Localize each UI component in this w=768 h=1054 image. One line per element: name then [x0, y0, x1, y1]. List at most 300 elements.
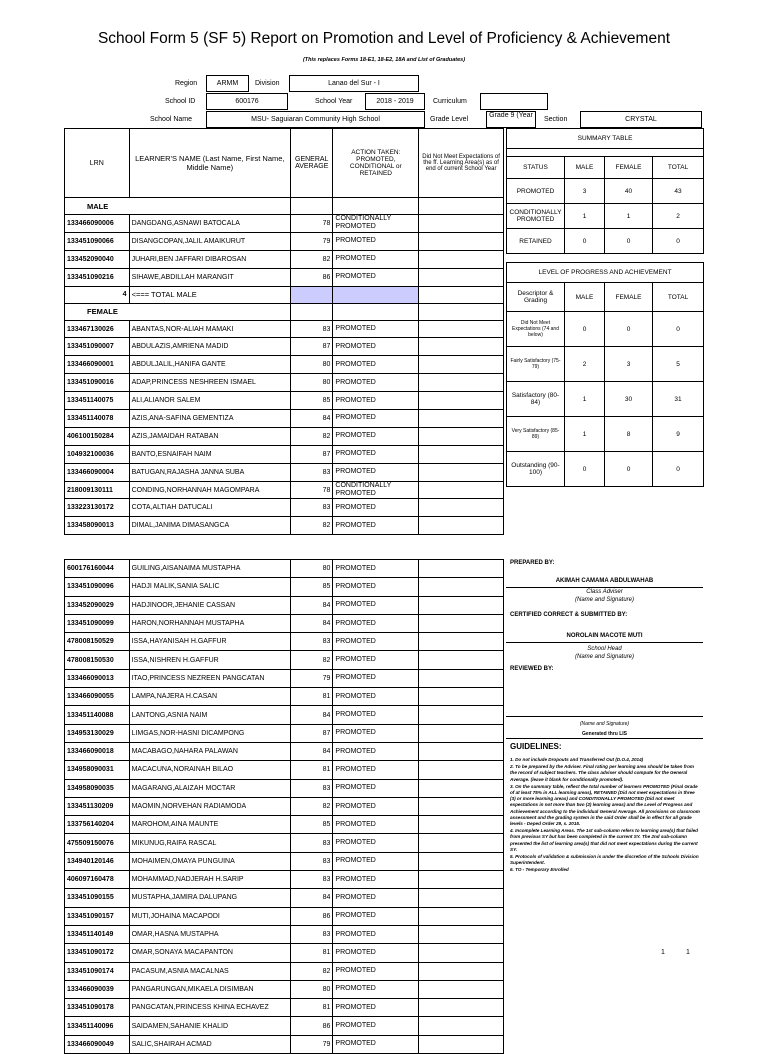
learner-lrn: 133451090155 — [65, 889, 130, 907]
learner-name: ABANTAS,NOR-ALIAH MAMAKI — [129, 320, 290, 338]
table-cell: 5 — [653, 347, 704, 382]
table-header-cell: FEMALE — [605, 157, 653, 179]
learner-average: 86 — [291, 1017, 333, 1035]
table-row — [507, 452, 704, 487]
learner-row — [65, 742, 504, 760]
learner-did-not-meet — [419, 852, 504, 870]
learner-row — [65, 1035, 504, 1053]
learner-lrn: 218009130111 — [65, 481, 130, 499]
learner-average: 82 — [291, 427, 333, 445]
learner-name: MACACUNA,NORAINAH BILAO — [129, 761, 290, 779]
female-section-label: FEMALE — [65, 303, 291, 320]
learner-lrn: 134958090031 — [65, 761, 130, 779]
learner-did-not-meet — [419, 392, 504, 410]
col-name: LEARNER'S NAME (Last Name, First Name, Middle Name) — [129, 129, 290, 198]
learner-did-not-meet — [419, 374, 504, 392]
learner-name: PANGCATAN,PRINCESS KHINA ECHAVEZ — [129, 999, 290, 1017]
learner-name: BATUGAN,RAJASHA JANNA SUBA — [129, 463, 290, 481]
table-row — [507, 382, 704, 417]
learner-action: PROMOTED — [333, 356, 419, 374]
learner-average: 85 — [291, 578, 333, 596]
learner-average: 84 — [291, 742, 333, 760]
learner-lrn: 133451090066 — [65, 232, 130, 250]
learner-did-not-meet — [419, 816, 504, 834]
guideline-item: 3. On the summary table, reflect the total number of learners PROMOTED (Final Grade of at least 75% in ALL learning areas), RETAINED (Did not meet expectations in three (3) or more learning areas) and CONDITIONALLY PROMOTED (Did not meet expectations in not more than two (2) learning areas) and the Level of Progress and Achievement according to the individual General Average. All provisions on classroom assessment and the grading system in the said Order shall be in effect for all grade levels - Deped Order 29, s. 2015. — [510, 783, 700, 827]
table-cell: Very Satisfactory (85-89) — [507, 417, 565, 452]
learner-name: MAGARANG,ALAIZAH MOCTAR — [129, 779, 290, 797]
learner-lrn: 134958090035 — [65, 779, 130, 797]
learner-lrn: 104932100036 — [65, 445, 130, 463]
learner-lrn: 133466090018 — [65, 742, 130, 760]
table-cell: 2 — [565, 347, 605, 382]
learner-row — [65, 944, 504, 962]
learner-did-not-meet — [419, 596, 504, 614]
learner-lrn: 133466090055 — [65, 688, 130, 706]
table-cell: 0 — [605, 312, 653, 347]
learner-did-not-meet — [419, 834, 504, 852]
progress-table — [506, 262, 704, 487]
table-cell: Did Not Meet Expectations (74 and below) — [507, 312, 565, 347]
table-cell: 1 — [565, 204, 605, 229]
learner-average: 79 — [291, 1035, 333, 1053]
learner-lrn: 475509150076 — [65, 834, 130, 852]
learner-average: 80 — [291, 356, 333, 374]
learner-average: 84 — [291, 706, 333, 724]
table-cell: 0 — [605, 452, 653, 487]
school-name-field: MSU- Saguiaran Community High School — [206, 111, 425, 128]
learner-name: MIKUNUG,RAIFA RASCAL — [129, 834, 290, 852]
learner-lrn: 133223130172 — [65, 499, 130, 517]
curriculum-label: Curriculum — [433, 98, 467, 105]
learner-name: SIHAWE,ABDILLAH MARANGIT — [129, 268, 290, 286]
learner-action: PROMOTED — [333, 410, 419, 428]
learner-did-not-meet — [419, 797, 504, 815]
learner-lrn: 134953130029 — [65, 724, 130, 742]
learner-row — [65, 852, 504, 870]
table-cell: PROMOTED — [507, 179, 565, 204]
learner-action: PROMOTED — [333, 889, 419, 907]
learner-did-not-meet — [419, 999, 504, 1017]
learner-did-not-meet — [419, 688, 504, 706]
male-section-label: MALE — [65, 198, 291, 215]
learner-lrn: 133451090174 — [65, 962, 130, 980]
learner-row — [65, 925, 504, 943]
learner-lrn: 133451090099 — [65, 614, 130, 632]
learner-name: DISANGCOPAN,JALIL AMAIKURUT — [129, 232, 290, 250]
learner-action: PROMOTED — [333, 980, 419, 998]
learner-name: SAIDAMEN,SAHANIE KHALID — [129, 1017, 290, 1035]
learner-lrn: 133466090001 — [65, 356, 130, 374]
learner-action: PROMOTED — [333, 706, 419, 724]
learner-row — [65, 481, 504, 499]
learner-name: MUTI,JOHAINA MACAPODI — [129, 907, 290, 925]
table-cell: 1 — [605, 204, 653, 229]
learner-row — [65, 374, 504, 392]
table-header-cell: Descriptor & Grading — [507, 283, 565, 312]
table-row — [507, 417, 704, 452]
learner-action: PROMOTED — [333, 445, 419, 463]
table-row — [507, 312, 704, 347]
learner-name: LIMGAS,NOR-HASNI DICAMPONG — [129, 724, 290, 742]
learner-did-not-meet — [419, 742, 504, 760]
learner-lrn: 478008150530 — [65, 651, 130, 669]
learner-row — [65, 651, 504, 669]
learner-average: 80 — [291, 560, 333, 578]
grade-level-field: Grade 9 (Year — [486, 111, 536, 128]
table-cell: 31 — [653, 382, 704, 417]
learner-row — [65, 999, 504, 1017]
table-row — [507, 347, 704, 382]
learner-action: PROMOTED — [333, 669, 419, 687]
learner-lrn: 133451090007 — [65, 338, 130, 356]
table-cell: 43 — [653, 179, 704, 204]
learner-did-not-meet — [419, 1035, 504, 1053]
learner-name: OMAR,SONAYA MACAPANTON — [129, 944, 290, 962]
learner-name: MAOMIN,NORVEHAN RADIAMODA — [129, 797, 290, 815]
table-row — [507, 179, 704, 204]
learner-row — [65, 445, 504, 463]
col-lrn: LRN — [65, 129, 130, 198]
learner-lrn: 478008150529 — [65, 633, 130, 651]
col-did-not-meet: Did Not Meet Expectations of the ff. Learning Area(s) as of end of current School Year — [419, 129, 504, 198]
learner-row — [65, 410, 504, 428]
learner-action: PROMOTED — [333, 944, 419, 962]
learner-did-not-meet — [419, 320, 504, 338]
learner-average: 85 — [291, 816, 333, 834]
learner-lrn: 133451090172 — [65, 944, 130, 962]
table-cell: RETAINED — [507, 229, 565, 254]
learner-name: DIMAL,JANIMA DIMASANGCA — [129, 517, 290, 535]
learner-row — [65, 669, 504, 687]
learner-action: PROMOTED — [333, 1017, 419, 1035]
learner-name: HADJINOOR,JEHANIE CASSAN — [129, 596, 290, 614]
curriculum-field — [480, 93, 548, 110]
learner-action: CONDITIONALLY PROMOTED — [333, 481, 419, 499]
learner-lrn: 133451140078 — [65, 410, 130, 428]
learner-average: 87 — [291, 445, 333, 463]
learner-average: 83 — [291, 499, 333, 517]
learner-did-not-meet — [419, 1017, 504, 1035]
learner-average: 80 — [291, 980, 333, 998]
learner-lrn: 406097160478 — [65, 871, 130, 889]
learner-action: PROMOTED — [333, 596, 419, 614]
learner-action: PROMOTED — [333, 779, 419, 797]
learner-average: 82 — [291, 250, 333, 268]
learner-name: PANGARUNGAN,MIKAELA DISIMBAN — [129, 980, 290, 998]
learner-row — [65, 907, 504, 925]
learner-lrn: 133451130209 — [65, 797, 130, 815]
table-header-cell: TOTAL — [653, 283, 704, 312]
learner-average: 86 — [291, 907, 333, 925]
learner-average: 83 — [291, 320, 333, 338]
learner-lrn: 133756140204 — [65, 816, 130, 834]
learner-did-not-meet — [419, 560, 504, 578]
learner-average: 78 — [291, 481, 333, 499]
learner-name: MOHAMMAD,NADJERAH H.SARIP — [129, 871, 290, 889]
learner-action: PROMOTED — [333, 688, 419, 706]
learner-row — [65, 596, 504, 614]
table-cell: 0 — [653, 452, 704, 487]
learner-average: 83 — [291, 925, 333, 943]
learner-average: 82 — [291, 517, 333, 535]
learner-row — [65, 215, 504, 233]
division-label: Division — [255, 80, 280, 87]
learner-average: 81 — [291, 944, 333, 962]
learner-name: AZIS,ANA-SAFINA GEMENTIZA — [129, 410, 290, 428]
learner-average: 83 — [291, 852, 333, 870]
learner-action: PROMOTED — [333, 962, 419, 980]
learner-average: 81 — [291, 761, 333, 779]
learner-average: 81 — [291, 999, 333, 1017]
adviser-name-signature: (Name and Signature) — [574, 597, 635, 603]
learner-did-not-meet — [419, 944, 504, 962]
learner-row — [65, 633, 504, 651]
learner-average: 83 — [291, 834, 333, 852]
learner-did-not-meet — [419, 761, 504, 779]
learner-lrn: 133466090004 — [65, 463, 130, 481]
progress-title: LEVEL OF PROGRESS AND ACHIEVEMENT — [507, 263, 704, 283]
learner-row — [65, 578, 504, 596]
region-label: Region — [175, 80, 198, 87]
learner-average: 83 — [291, 779, 333, 797]
learner-name: ISSA,HAYANISAH H.GAFFUR — [129, 633, 290, 651]
table-cell: Outstanding (90-100) — [507, 452, 565, 487]
learner-row — [65, 614, 504, 632]
learner-action: PROMOTED — [333, 614, 419, 632]
learner-did-not-meet — [419, 578, 504, 596]
learner-name: SALIC,SHAIRAH ACMAD — [129, 1035, 290, 1053]
table-cell: Fairly Satisfactory (75-79) — [507, 347, 565, 382]
learner-did-not-meet — [419, 907, 504, 925]
learner-lrn: 133451140149 — [65, 925, 130, 943]
learner-lrn: 406100150284 — [65, 427, 130, 445]
learner-action: PROMOTED — [333, 1035, 419, 1053]
guidelines-title: GUIDELINES: — [510, 742, 562, 751]
table-cell: 0 — [565, 312, 605, 347]
learner-row — [65, 779, 504, 797]
learner-name: HADJI MALIK,SANIA SALIC — [129, 578, 290, 596]
generated-label: Generated thru LIS — [581, 731, 627, 737]
summary-table — [506, 128, 704, 254]
learner-action: PROMOTED — [333, 463, 419, 481]
learner-lrn: 600176160044 — [65, 560, 130, 578]
learner-lrn: 133451090216 — [65, 268, 130, 286]
reviewer-name-signature: (Name and Signature) — [579, 721, 630, 727]
learner-name: ALI,ALIANOR SALEM — [129, 392, 290, 410]
learner-did-not-meet — [419, 669, 504, 687]
learners-table-top — [64, 128, 504, 535]
learner-row — [65, 250, 504, 268]
learner-row — [65, 962, 504, 980]
learner-row — [65, 797, 504, 815]
learner-did-not-meet — [419, 499, 504, 517]
table-header-cell: MALE — [565, 157, 605, 179]
guideline-item: 5. Protocols of validation & submission is under the discretion of the Schools Division Superintendent. — [510, 854, 699, 866]
learner-action: PROMOTED — [333, 578, 419, 596]
learner-name: PACASUM,ASNIA MACALNAS — [129, 962, 290, 980]
table-cell: 2 — [653, 204, 704, 229]
learner-lrn: 133451090016 — [65, 374, 130, 392]
table-header-cell: MALE — [565, 283, 605, 312]
learner-row — [65, 1017, 504, 1035]
learner-average: 84 — [291, 410, 333, 428]
learner-average: 83 — [291, 633, 333, 651]
table-cell: 9 — [653, 417, 704, 452]
learner-row — [65, 871, 504, 889]
learner-did-not-meet — [419, 614, 504, 632]
learner-action: CONDITIONALLY PROMOTED — [333, 215, 419, 233]
learner-name: OMAR,HASNA MUSTAPHA — [129, 925, 290, 943]
learner-action: PROMOTED — [333, 761, 419, 779]
learner-name: HARON,NORHANNAH MUSTAPHA — [129, 614, 290, 632]
learner-did-not-meet — [419, 463, 504, 481]
learner-action: PROMOTED — [333, 816, 419, 834]
learner-action: PROMOTED — [333, 268, 419, 286]
learner-name: ITAO,PRINCESS NEZREEN PANGCATAN — [129, 669, 290, 687]
learner-action: PROMOTED — [333, 560, 419, 578]
learner-action: PROMOTED — [333, 852, 419, 870]
learner-row — [65, 560, 504, 578]
table-cell: 8 — [605, 417, 653, 452]
learner-lrn: 133451090157 — [65, 907, 130, 925]
table-cell: Satisfactory (80-84) — [507, 382, 565, 417]
guideline-item: 4. Incomplete Learning Areas. The 1st sub-column refers to learning area(s) that failed from previous SY but has been completed in the current SY. The 2nd sub-column presented the list of learning area(s) that did not meet expectations during the current SY. — [510, 828, 698, 852]
learner-average: 87 — [291, 724, 333, 742]
learner-lrn: 133451140096 — [65, 1017, 130, 1035]
school-name-label: School Name — [150, 116, 193, 123]
learner-action: PROMOTED — [333, 797, 419, 815]
table-cell: 0 — [605, 229, 653, 254]
learner-average: 83 — [291, 463, 333, 481]
school-year-label: School Year — [315, 98, 353, 105]
learner-average: 79 — [291, 669, 333, 687]
learner-lrn: 134940120146 — [65, 852, 130, 870]
learner-average: 79 — [291, 232, 333, 250]
grade-level-label: Grade Level — [430, 116, 469, 123]
learner-row — [65, 517, 504, 535]
section-field: CRYSTAL — [580, 111, 702, 128]
learner-did-not-meet — [419, 724, 504, 742]
learner-row — [65, 356, 504, 374]
learner-action: PROMOTED — [333, 907, 419, 925]
learner-row — [65, 320, 504, 338]
table-cell: 3 — [605, 347, 653, 382]
region-field: ARMM — [206, 75, 249, 92]
learner-did-not-meet — [419, 651, 504, 669]
adviser-name: AKIMAH CAMAMA ABDULWAHAB — [555, 578, 654, 584]
learner-average: 84 — [291, 596, 333, 614]
learner-row — [65, 889, 504, 907]
learner-name: ISSA,NISHREN H.GAFFUR — [129, 651, 290, 669]
page-title: School Form 5 (SF 5) Report on Promotion and Level of Proficiency & Achievement — [97, 30, 671, 47]
learner-average: 82 — [291, 797, 333, 815]
learner-action: PROMOTED — [333, 250, 419, 268]
learner-did-not-meet — [419, 980, 504, 998]
learner-name: CONDING,NORHANNAH MAGOMPARA — [129, 481, 290, 499]
learner-row — [65, 980, 504, 998]
guideline-item: 6. TO - Temporary Enrolled — [510, 867, 569, 873]
learner-row — [65, 688, 504, 706]
learner-name: MOHAIMEN,OMAYA PUNGUINA — [129, 852, 290, 870]
head-name-signature: (Name and Signature) — [574, 654, 635, 660]
table-cell: 0 — [565, 452, 605, 487]
summary-title: SUMMARY TABLE — [507, 129, 704, 149]
learner-action: PROMOTED — [333, 999, 419, 1017]
learner-average: 81 — [291, 688, 333, 706]
school-id-field: 600176 — [206, 93, 288, 110]
learner-lrn: 133466090013 — [65, 669, 130, 687]
school-id-label: School ID — [165, 98, 196, 105]
learner-lrn: 133451140088 — [65, 706, 130, 724]
division-field: Lanao del Sur - I — [289, 75, 419, 92]
table-cell: 40 — [605, 179, 653, 204]
learner-action: PROMOTED — [333, 517, 419, 535]
total-male-count: 4 — [65, 286, 130, 303]
learner-action: PROMOTED — [333, 633, 419, 651]
learner-name: AZIS,JAMAIDAH RATABAN — [129, 427, 290, 445]
table-cell: 0 — [653, 229, 704, 254]
total-male-label: <=== TOTAL MALE — [129, 286, 290, 303]
section-label: Section — [544, 116, 568, 123]
learner-row — [65, 499, 504, 517]
learner-name: GUILING,AISANAIMA MUSTAPHA — [129, 560, 290, 578]
learner-action: PROMOTED — [333, 232, 419, 250]
page-number: 1 — [661, 949, 665, 956]
table-header-cell: FEMALE — [605, 283, 653, 312]
learner-row — [65, 268, 504, 286]
learner-did-not-meet — [419, 481, 504, 499]
learner-action: PROMOTED — [333, 499, 419, 517]
guidelines-list — [510, 757, 700, 875]
learner-name: ABDULAZIS,AMRIENA MADID — [129, 338, 290, 356]
col-average: GENERAL AVERAGE — [291, 129, 333, 198]
learner-name: MAROHOM,AINA MAUNTE — [129, 816, 290, 834]
learner-row — [65, 392, 504, 410]
learner-name: COTA,ALTIAH DATUCALI — [129, 499, 290, 517]
learner-name: DANGDANG,ASNAWI BATOCALA — [129, 215, 290, 233]
learner-action: PROMOTED — [333, 871, 419, 889]
learner-lrn: 133452090040 — [65, 250, 130, 268]
adviser-role: Class Adviser — [586, 589, 623, 595]
table-cell: 0 — [653, 312, 704, 347]
learner-did-not-meet — [419, 410, 504, 428]
learner-average: 82 — [291, 962, 333, 980]
learner-did-not-meet — [419, 427, 504, 445]
learner-row — [65, 761, 504, 779]
learner-did-not-meet — [419, 517, 504, 535]
learner-name: MUSTAPHA,JAMIRA DALUPANG — [129, 889, 290, 907]
learner-action: PROMOTED — [333, 925, 419, 943]
learner-did-not-meet — [419, 871, 504, 889]
certified-label: CERTIFIED CORRECT & SUBMITTED BY: — [510, 612, 628, 618]
learner-did-not-meet — [419, 779, 504, 797]
learner-did-not-meet — [419, 356, 504, 374]
table-cell: CONDITIONALLY PROMOTED — [507, 204, 565, 229]
table-cell: 3 — [565, 179, 605, 204]
learner-did-not-meet — [419, 268, 504, 286]
learner-did-not-meet — [419, 250, 504, 268]
col-action: ACTION TAKEN: PROMOTED, CONDITIONAL or RETAINED — [333, 129, 419, 198]
learner-row — [65, 834, 504, 852]
learner-action: PROMOTED — [333, 320, 419, 338]
school-year-field: 2018 - 2019 — [365, 93, 425, 110]
learner-action: PROMOTED — [333, 742, 419, 760]
prepared-by-label: PREPARED BY: — [510, 560, 555, 566]
learner-lrn: 133466090049 — [65, 1035, 130, 1053]
school-head-name: NOROLAIN MACOTE MUTI — [566, 633, 643, 639]
learner-did-not-meet — [419, 889, 504, 907]
guideline-item: 1. Do not include Dropouts and Transferred Out (D.O.4, 2014) — [510, 757, 644, 762]
